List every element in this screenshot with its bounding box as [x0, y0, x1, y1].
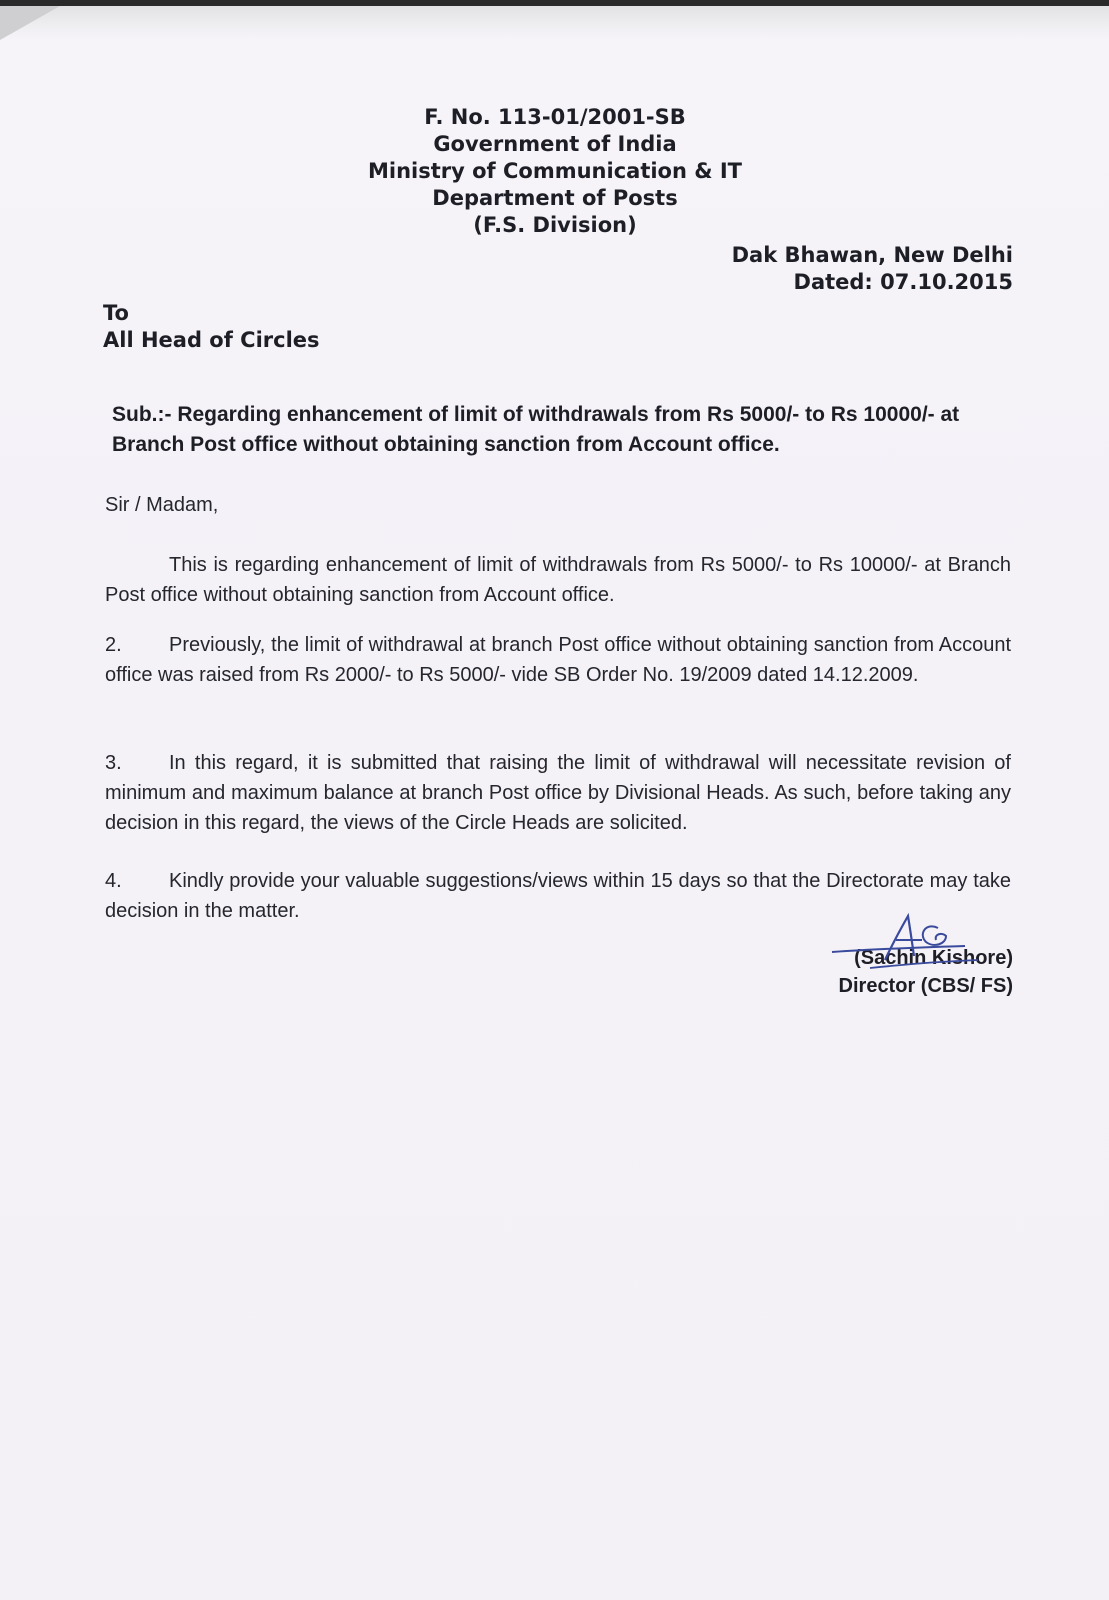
- paragraph-2-number: 2.: [105, 634, 122, 656]
- paragraph-4-number: 4.: [105, 870, 122, 892]
- scan-fold-shadow: [0, 6, 1109, 40]
- file-number: F. No. 113-01/2001-SB: [424, 105, 686, 129]
- paragraph-2-text: Previously, the limit of withdrawal at branch Post office without obtaining sanction from Account office was raised from Rs 2000/- to Rs 5000/- vide SB Order No. 19/2009 dated 14.12.2009.: [105, 634, 1011, 686]
- addressee-to: To: [103, 301, 129, 325]
- signatory-name: (Sachin Kishore): [854, 947, 1013, 969]
- addressee-name: All Head of Circles: [103, 328, 320, 352]
- signatory-designation: Director (CBS/ FS): [838, 975, 1013, 997]
- header-government: Government of India: [433, 132, 677, 156]
- paragraph-1: This is regarding enhancement of limit of withdrawals from Rs 5000/- to Rs 10000/- at Branch Post office without obtaining sanction from Account office.: [105, 554, 1011, 606]
- paragraph-3-number: 3.: [105, 752, 122, 774]
- scan-corner-fold: [0, 6, 60, 40]
- handwritten-signature-icon: [830, 910, 980, 980]
- place: Dak Bhawan, New Delhi: [731, 243, 1013, 267]
- letterhead: [300, 104, 810, 239]
- header-department: Department of Posts: [432, 186, 678, 210]
- addressee-block: [103, 300, 320, 354]
- salutation: Sir / Madam,: [105, 494, 219, 516]
- date: Dated: 07.10.2015: [793, 270, 1013, 294]
- header-ministry: Ministry of Communication & IT: [367, 159, 743, 183]
- place-date-block: [732, 242, 1013, 296]
- header-division: (F.S. Division): [473, 213, 637, 237]
- paragraph-4-text: Kindly provide your valuable suggestions/views within 15 days so that the Directorate may take decision in the matter.: [105, 870, 1011, 922]
- paragraph-2: [105, 630, 1011, 690]
- paragraph-3-text: In this regard, it is submitted that raising the limit of withdrawal will necessitate revision of minimum and maximum balance at branch Post office by Divisional Heads. As such, before taking any decision in this regard, the views of the Circle Heads are solicited.: [105, 752, 1011, 834]
- subject-line: Sub.:- Regarding enhancement of limit of withdrawals from Rs 5000/- to Rs 10000/- at Branch Post office without obtaining sanction from Account office.: [112, 403, 960, 456]
- paragraph-3: [105, 748, 1011, 838]
